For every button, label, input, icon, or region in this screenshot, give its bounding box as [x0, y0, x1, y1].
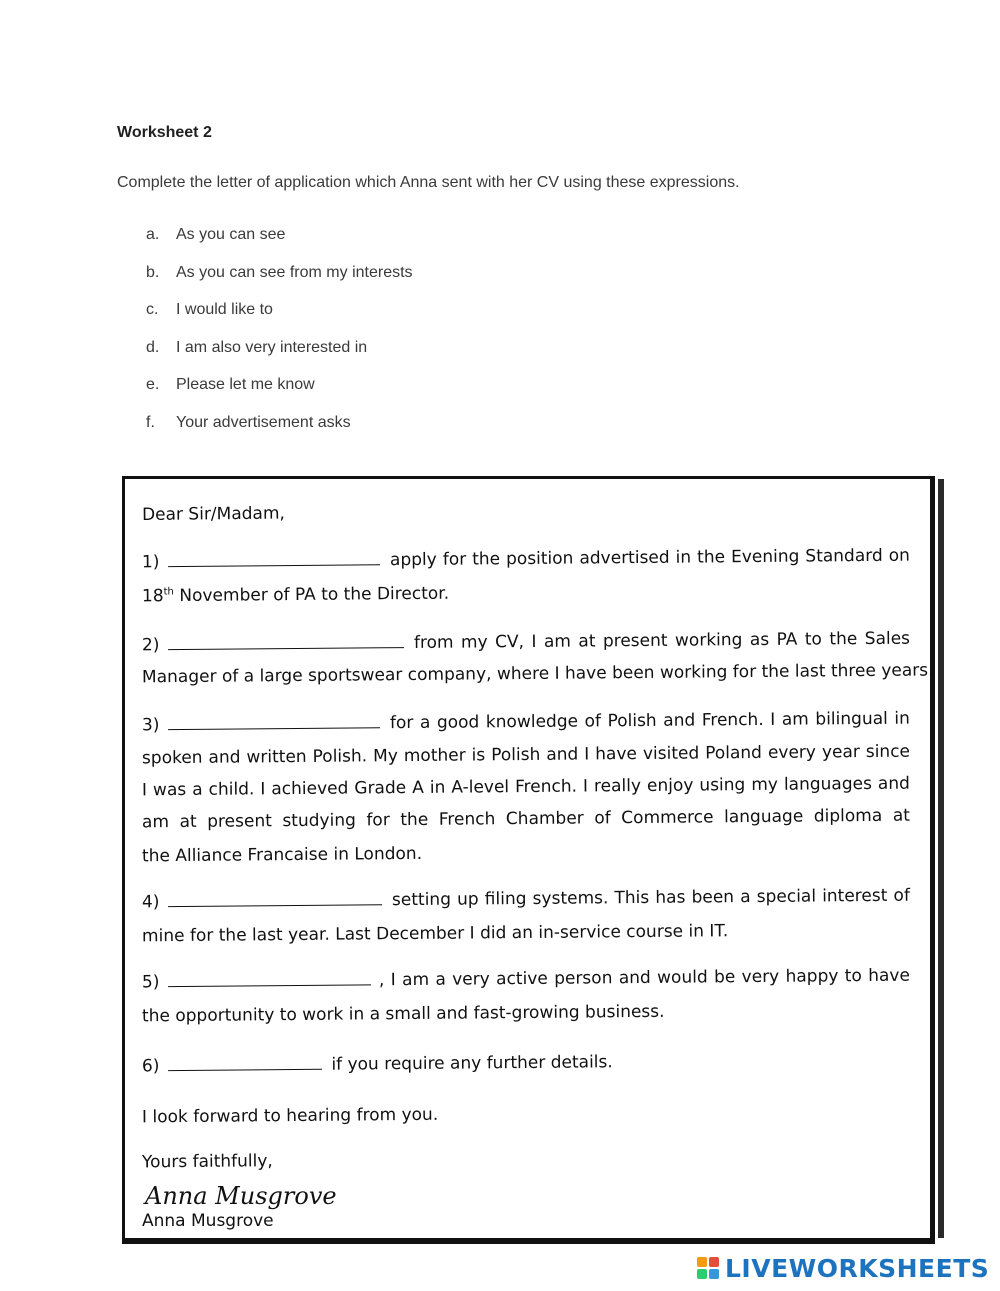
word: present: [602, 630, 668, 652]
blank-6[interactable]: [168, 1055, 322, 1071]
blank-1[interactable]: [168, 550, 380, 567]
word: a: [419, 712, 431, 733]
logo-square-3: [697, 1269, 707, 1279]
word: ,: [378, 970, 385, 991]
word: written: [246, 746, 307, 768]
letter-greeting: Dear Sir/Madam,: [141, 503, 285, 526]
scan-edge: [938, 479, 944, 1238]
word: in: [894, 708, 910, 729]
word: was: [152, 779, 187, 801]
word: advertised: [579, 547, 670, 569]
word: happy: [785, 966, 839, 987]
word: would: [657, 967, 708, 988]
option-f: f. Your advertisement asks: [146, 413, 351, 431]
word: Polish: [491, 744, 541, 766]
word: be: [713, 967, 736, 988]
word: to: [804, 629, 823, 650]
word: am: [543, 631, 571, 652]
expression-options-list: [146, 224, 413, 449]
word: am: [402, 969, 430, 991]
word: CV,: [495, 632, 525, 653]
paragraph-3-line-3: [142, 774, 910, 801]
paragraph-4-line-2: mine for the last year. Last December I did an in-service course in IT.: [141, 921, 729, 947]
word: and: [877, 773, 910, 794]
word: in: [429, 777, 446, 798]
word: A-level: [451, 777, 510, 798]
word: I: [770, 709, 776, 730]
word: been: [691, 887, 735, 908]
word: active: [496, 968, 548, 990]
word: is: [471, 745, 486, 766]
word: Poland: [705, 742, 763, 764]
word: from: [413, 632, 454, 653]
word: I: [531, 631, 537, 652]
word: Polish.: [312, 746, 368, 767]
paragraph-3-line-1: 3) for a good knowledge of Polish and French. I am bilingual in: [141, 708, 910, 736]
word: for: [442, 549, 467, 570]
word: a: [435, 969, 446, 990]
word: very: [741, 966, 780, 988]
option-c: c. I would like to: [146, 301, 273, 318]
word: mother: [403, 745, 466, 767]
word: using: [699, 775, 746, 796]
word: and: [208, 747, 241, 768]
blank-3[interactable]: [168, 713, 380, 730]
word: at: [892, 805, 910, 826]
paragraph-3-line-5: the Alliance Francaise in London.: [141, 843, 423, 867]
word: the: [829, 629, 858, 650]
word: for: [389, 712, 414, 734]
word: position: [505, 548, 574, 570]
word: have: [868, 965, 910, 987]
blank-5[interactable]: [168, 970, 371, 987]
word: languages: [783, 773, 872, 795]
word: systems.: [532, 888, 609, 909]
blank-2[interactable]: [168, 633, 404, 650]
word: the: [472, 549, 501, 570]
word: I: [584, 744, 590, 765]
word: a: [740, 887, 751, 908]
word: person: [554, 968, 613, 989]
word: Chamber: [505, 808, 584, 830]
worksheet-title: Worksheet 2: [117, 124, 212, 141]
word: at: [179, 811, 197, 833]
word: I: [141, 780, 148, 801]
word: language: [724, 806, 804, 828]
word: as: [749, 629, 770, 651]
word: diploma: [813, 805, 883, 827]
word: for: [366, 810, 390, 831]
word: knowledge: [485, 711, 579, 733]
paragraph-1-line-1: 1) apply for the position advertised in the Evening Standard on: [141, 545, 910, 573]
worksheet-instruction: Complete the letter of application which Anna sent with her CV using these expressions.: [117, 174, 740, 191]
word: enjoy: [646, 775, 694, 796]
word: My: [373, 746, 398, 767]
blank-4[interactable]: [168, 890, 382, 907]
logo-mark-icon: [697, 1257, 719, 1279]
paragraph-5-line-1: 5) , I am a very active person and would be very happy to have: [141, 965, 910, 993]
word: PA: [776, 629, 798, 650]
word: of: [594, 808, 611, 829]
word: present: [207, 811, 272, 832]
word: Standard: [805, 545, 883, 567]
word: spoken: [141, 747, 203, 769]
word: have: [595, 744, 638, 765]
paragraph-5-line-2: the opportunity to work in a small and fast-growing business.: [141, 1001, 665, 1027]
word: bilingual: [815, 708, 888, 730]
word: and: [618, 967, 651, 989]
logo-wordmark: LIVEWORKSHEETS: [725, 1253, 990, 1283]
word: good: [436, 712, 480, 733]
word: the: [400, 809, 429, 831]
word: of: [584, 711, 602, 732]
paragraph-6-line-1: 6) if you require any further details.: [141, 1052, 613, 1077]
word: I: [390, 970, 396, 991]
paragraph-4-line-1: 4) setting up filing systems. This has been a special interest of: [141, 885, 910, 913]
word: since: [865, 741, 911, 763]
paragraph-2-line-1: 2) from my CV, I am at present working as PA to the Sales: [141, 628, 911, 656]
paragraph-3-line-2: [142, 742, 910, 769]
word: I: [582, 776, 589, 797]
word: every: [767, 742, 817, 763]
paragraph-1-line-2: 18th November of PA to the Director.: [141, 583, 450, 607]
word: interest: [822, 885, 888, 907]
word: very: [452, 969, 490, 990]
word: French.: [701, 709, 764, 731]
word: achieved: [271, 778, 349, 800]
word: I: [260, 779, 266, 800]
logo-square-4: [709, 1269, 719, 1279]
word: has: [655, 887, 686, 908]
word: apply: [389, 549, 437, 571]
logo-square-1: [697, 1257, 707, 1267]
valediction: Yours faithfully,: [141, 1151, 273, 1173]
word: my: [460, 632, 488, 653]
word: Evening: [730, 546, 800, 568]
option-d: d. I am also very interested in: [146, 338, 368, 356]
word: at: [578, 631, 596, 652]
word: in: [675, 547, 692, 568]
word: Polish: [607, 710, 657, 732]
logo-square-2: [709, 1257, 719, 1267]
word: and: [663, 710, 696, 731]
word: visited: [642, 743, 700, 764]
word: am: [141, 812, 170, 833]
word: really: [593, 775, 642, 797]
word: working: [674, 630, 743, 651]
word: a: [192, 779, 203, 800]
word: Grade: [354, 778, 407, 799]
word: special: [756, 886, 817, 907]
word: of: [893, 885, 910, 906]
word: on: [888, 545, 910, 566]
option-a: a. As you can see: [146, 226, 286, 243]
word: French.: [515, 776, 578, 798]
word: A: [412, 777, 424, 798]
word: year: [821, 742, 860, 763]
option-b: b. As you can see from my interests: [146, 263, 413, 281]
word: am: [781, 709, 809, 730]
paragraph-3-line-4: [142, 806, 910, 833]
word: This: [614, 887, 650, 909]
word: the: [697, 547, 726, 568]
word: and: [546, 744, 579, 765]
paragraph-2-line-2: Manager of a large sportswear company, where I have been working for the last three years.: [141, 660, 934, 688]
word: to: [844, 966, 862, 987]
word: French: [438, 809, 496, 830]
word: child.: [208, 779, 255, 800]
printed-name: Anna Musgrove: [142, 1211, 274, 1231]
liveworksheets-logo: [697, 1252, 989, 1284]
word: my: [751, 774, 778, 796]
word: studying: [282, 810, 356, 832]
closing-line: I look forward to hearing from you.: [141, 1104, 439, 1128]
word: Sales: [864, 628, 911, 650]
word: Commerce: [621, 807, 714, 829]
word: up: [456, 889, 479, 910]
application-letter: [122, 476, 935, 1244]
word: setting: [391, 889, 452, 911]
option-e: e. Please let me know: [146, 376, 315, 393]
handwritten-signature: Anna Musgrove: [145, 1182, 337, 1210]
word: filing: [484, 888, 527, 910]
